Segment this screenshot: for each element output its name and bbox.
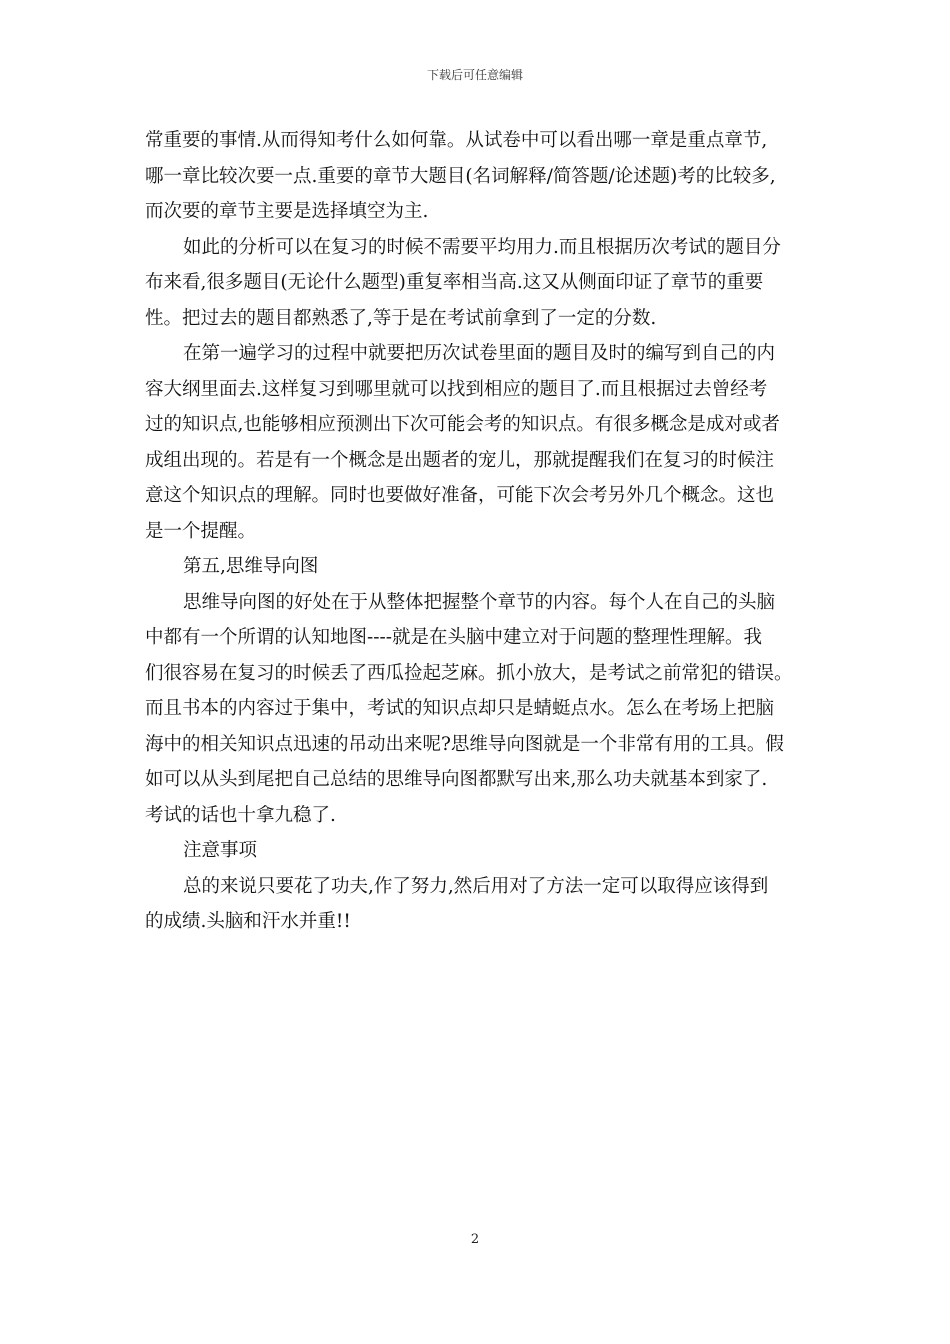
text-line: 是一个提醒。 [145,520,257,542]
text-line: 第五,思维导向图 [183,556,319,577]
text-line: 在第一遍学习的过程中就要把历次试卷里面的题目及时的编写到自己的内 [183,343,776,364]
page-header: 下载后可任意编辑 [426,68,523,82]
text-line: 布来看,很多题目(无论什么题型)重复率相当高.这又从侧面印证了章节的重要 [145,272,764,293]
text-line: 的成绩.头脑和汗水并重!! [145,911,351,932]
text-line: 中都有一个所谓的认知地图----就是在头脑中建立对于问题的整理性理解。我 [145,627,763,648]
text-line: 成组出现的。若是有一个概念是出题者的宠儿，那就提醒我们在复习的时候注 [145,449,775,471]
text-line: 容大纲里面去.这样复习到哪里就可以找到相应的题目了.而且根据过去曾经考 [145,378,768,400]
text-line: 过的知识点,也能够相应预测出下次可能会考的知识点。有很多概念是成对或者 [145,414,780,435]
text-line: 性。把过去的题目都熟悉了,等于是在考试前拿到了一定的分数. [145,307,657,329]
text-line: 总的来说只要花了功夫,作了努力,然后用对了方法一定可以取得应该得到 [183,875,769,897]
text-line: 如可以从头到尾把自己总结的思维导向图都默写出来,那么功夫就基本到家了. [145,769,768,790]
document-body [145,123,810,940]
text-line: 考试的话也十拿九稳了. [145,804,336,826]
text-line: 海中的相关知识点迅速的吊动出来呢?思维导向图就是一个非常有用的工具。假 [145,733,784,755]
text-line: 意这个知识点的理解。同时也要做好准备，可能下次会考另外几个概念。这也 [145,485,775,506]
text-line: 们很容易在复习的时候丢了西瓜捡起芝麻。抓小放大，是考试之前常犯的错误。 [145,662,793,684]
text-line: 而次要的章节主要是选择填空为主. [145,201,429,222]
text-line: 如此的分析可以在复习的时候不需要平均用力.而且根据历次考试的题目分 [183,236,781,258]
text-line: 注意事项 [183,840,258,861]
text-line: 常重要的事情.从而得知考什么如何靠。从试卷中可以看出哪一章是重点章节, [145,130,768,151]
page-number: 2 [470,1232,480,1247]
text-line: 哪一章比较次要一点.重要的章节大题目(名词解释/简答题/论述题)考的比较多, [145,165,776,187]
text-line: 思维导向图的好处在于从整体把握整个章节的内容。每个人在自己的头脑 [183,591,776,613]
text-line: 而且书本的内容过于集中，考试的知识点却只是蜻蜓点水。怎么在考场上把脑 [145,698,775,719]
